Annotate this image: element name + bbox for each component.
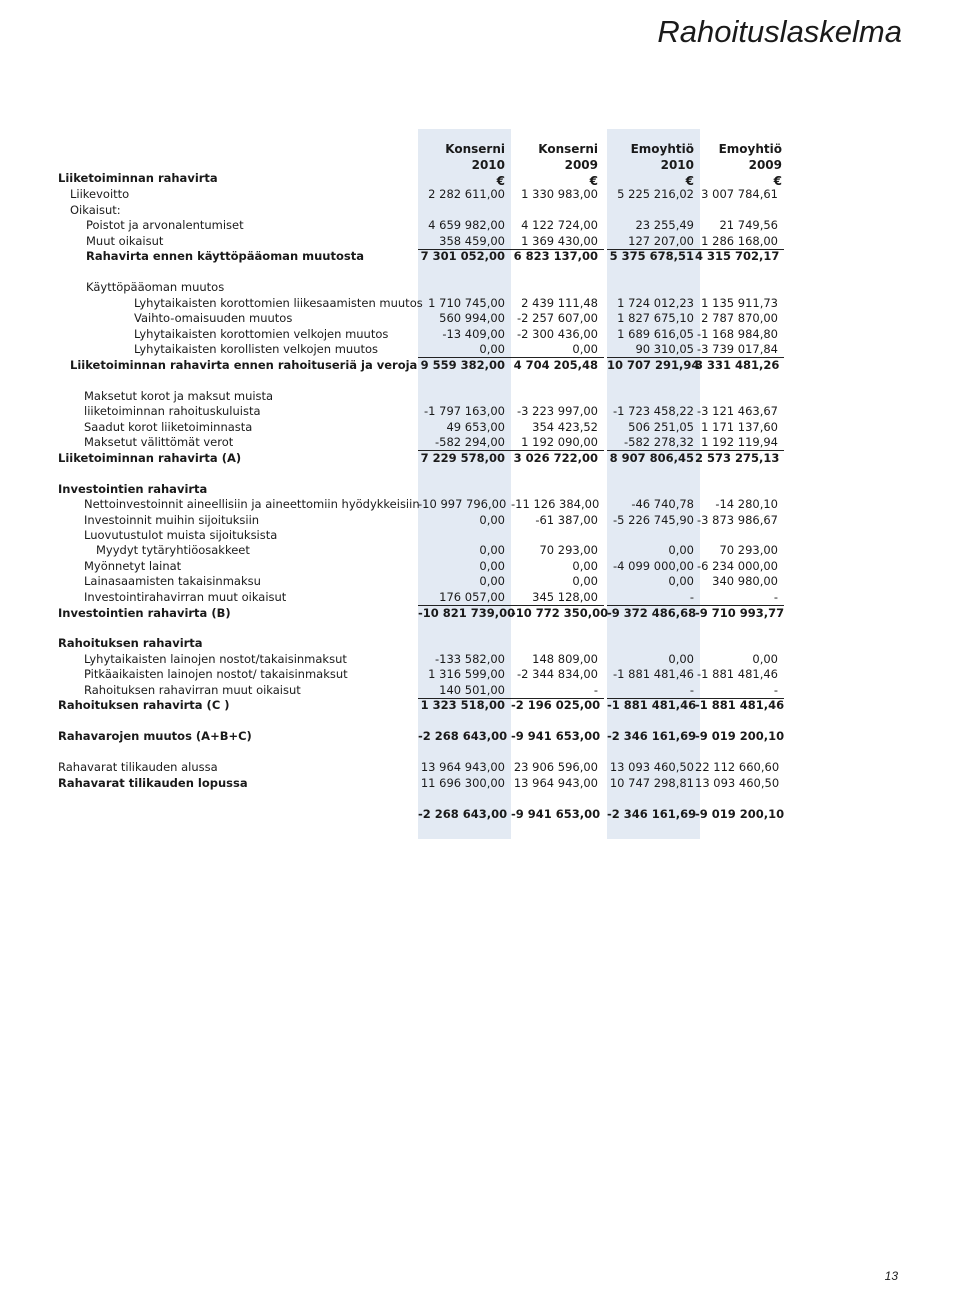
row-label: Nettoinvestoinnit aineellisiin ja aineettomiin hyödykkeisiin: [84, 497, 420, 511]
table-row: [0, 342, 960, 357]
row-label: Myönnetyt lainat: [84, 559, 182, 573]
table-row: [0, 543, 960, 558]
table-row: [0, 698, 960, 713]
row-label: Rahavarojen muutos (A+B+C): [58, 729, 252, 743]
row-label: Lainasaamisten takaisinmaksu: [84, 574, 261, 588]
table-row: [0, 745, 960, 760]
table-row: [0, 776, 960, 791]
row-value: -5 226 745,90: [613, 513, 694, 527]
row-value: 5 225 216,02: [617, 187, 694, 201]
row-value: 11 696 300,00: [420, 776, 505, 790]
table-row: [0, 590, 960, 605]
row-label: Investointien rahavirta (B): [58, 606, 231, 620]
column-year: 2009: [748, 158, 782, 172]
row-value: 560 994,00: [439, 311, 505, 325]
row-value: -11 126 384,00: [511, 497, 600, 511]
row-value: 1 710 745,00: [428, 296, 505, 310]
row-value: 358 459,00: [418, 234, 511, 250]
row-value: -: [607, 590, 700, 606]
row-value: 2 573 275,13: [695, 451, 780, 465]
row-value: -: [511, 683, 604, 699]
table-row: [0, 296, 960, 311]
column-entity: Emoyhtiö: [718, 142, 782, 156]
row-value: -9 710 993,77: [695, 606, 785, 620]
table-row: [0, 249, 960, 264]
table-row: [0, 203, 960, 218]
table-row: [0, 358, 960, 373]
row-value: -2 196 025,00: [511, 698, 601, 712]
row-value: 13 093 460,50: [609, 760, 694, 774]
table-row: [0, 311, 960, 326]
row-label: Lyhytaikaisten korollisten velkojen muutos: [134, 342, 379, 356]
row-value: -2 346 161,69: [607, 807, 697, 821]
row-value: 0,00: [572, 559, 598, 573]
table-row: [0, 559, 960, 574]
row-value: -1 168 984,80: [697, 327, 778, 341]
row-label: Rahavirta ennen käyttöpääoman muutosta: [86, 249, 364, 263]
row-value: 8 907 806,45: [609, 451, 694, 465]
row-label: Lyhytaikaisten korottomien liikesaamisten muutos: [134, 296, 423, 310]
row-value: 0,00: [479, 574, 505, 588]
row-label: Liiketoiminnan rahavirta: [58, 171, 218, 185]
row-value: -1 881 481,46: [607, 698, 697, 712]
row-value: 0,00: [668, 574, 694, 588]
row-value: 3 007 784,61: [701, 187, 778, 201]
table-row: [0, 760, 960, 775]
row-value: -3 223 997,00: [517, 404, 598, 418]
row-value: 13 964 943,00: [513, 776, 598, 790]
table-row: [0, 171, 960, 186]
page-number: 13: [884, 1269, 898, 1283]
column-currency: €: [589, 174, 598, 188]
row-value: -9 941 653,00: [511, 729, 601, 743]
row-value: 1 171 137,60: [701, 420, 778, 434]
row-value: -2 257 607,00: [517, 311, 598, 325]
row-value: 13 093 460,50: [695, 776, 780, 790]
row-value: 506 251,05: [628, 420, 694, 434]
row-label: Liiketoiminnan rahavirta ennen rahoituseriä ja veroja: [70, 358, 418, 372]
table-row: [0, 621, 960, 636]
column-entity: Konserni: [538, 142, 598, 156]
row-value: 354 423,52: [532, 420, 598, 434]
table-row: [0, 420, 960, 435]
row-value: 10 747 298,81: [609, 776, 694, 790]
row-label: Liikevoitto: [70, 187, 130, 201]
row-value: -61 387,00: [535, 513, 598, 527]
row-label: Investoinnit muihin sijoituksiin: [84, 513, 260, 527]
row-value: 1 724 012,23: [617, 296, 694, 310]
row-value: 13 964 943,00: [420, 760, 505, 774]
row-value: 1 689 616,05: [617, 327, 694, 341]
row-value: -582 294,00: [418, 435, 511, 451]
row-value: 9 559 382,00: [420, 358, 505, 372]
row-value: -582 278,32: [607, 435, 700, 451]
row-value: 49 653,00: [446, 420, 505, 434]
table-row: [0, 482, 960, 497]
row-label: Oikaisut:: [70, 203, 121, 217]
table-row: [0, 729, 960, 744]
table-row: [0, 574, 960, 589]
row-value: 21 749,56: [719, 218, 778, 232]
row-value: -6 234 000,00: [697, 559, 778, 573]
row-value: -1 881 481,46: [613, 667, 694, 681]
column-year: 2010: [660, 158, 694, 172]
row-value: -9 019 200,10: [695, 807, 785, 821]
column-currency: €: [685, 174, 694, 188]
table-row: [0, 714, 960, 729]
row-value: 1 369 430,00: [511, 234, 604, 250]
row-value: -2 346 161,69: [607, 729, 697, 743]
row-value: 0,00: [479, 513, 505, 527]
table-row: [0, 667, 960, 682]
row-value: -1 881 481,46: [695, 698, 785, 712]
table-row: [0, 435, 960, 450]
row-value: 3 026 722,00: [513, 451, 598, 465]
row-value: -133 582,00: [435, 652, 505, 666]
row-value: 1 192 090,00: [511, 435, 604, 451]
table-row: [0, 404, 960, 419]
row-value: 4 704 205,48: [513, 358, 598, 372]
row-value: -2 300 436,00: [517, 327, 598, 341]
row-value: -46 740,78: [631, 497, 694, 511]
row-label: Rahoituksen rahavirta: [58, 636, 203, 650]
row-value: -4 099 000,00: [613, 559, 694, 573]
row-value: -: [695, 683, 784, 699]
table-row: [0, 265, 960, 280]
row-label: liiketoiminnan rahoituskuluista: [84, 404, 261, 418]
row-value: -14 280,10: [715, 497, 778, 511]
row-label: Investointien rahavirta: [58, 482, 208, 496]
row-value: 70 293,00: [539, 543, 598, 557]
table-row: [0, 513, 960, 528]
row-label: Rahoituksen rahavirran muut oikaisut: [84, 683, 301, 697]
row-value: 0,00: [418, 342, 511, 358]
row-value: 4 315 702,17: [695, 249, 780, 263]
row-value: -10 772 350,00: [511, 606, 609, 620]
row-value: -9 941 653,00: [511, 807, 601, 821]
row-value: 5 375 678,51: [609, 249, 694, 263]
row-value: 1 135 911,73: [701, 296, 778, 310]
table-row: [0, 466, 960, 481]
row-value: 70 293,00: [719, 543, 778, 557]
row-value: 140 501,00: [418, 683, 511, 699]
row-value: 1 316 599,00: [428, 667, 505, 681]
row-value: 23 255,49: [635, 218, 694, 232]
table-row: [0, 652, 960, 667]
table-row: [0, 606, 960, 621]
row-value: 1 330 983,00: [521, 187, 598, 201]
row-value: -9 372 486,68: [607, 606, 697, 620]
row-value: 3 331 481,26: [695, 358, 780, 372]
table-row: [0, 280, 960, 295]
column-year: 2010: [471, 158, 505, 172]
row-label: Investointirahavirran muut oikaisut: [84, 590, 287, 604]
row-value: -13 409,00: [442, 327, 505, 341]
table-row: [0, 389, 960, 404]
row-value: 148 809,00: [532, 652, 598, 666]
row-value: 1 827 675,10: [617, 311, 694, 325]
row-value: 0,00: [479, 559, 505, 573]
column-entity: Konserni: [445, 142, 505, 156]
row-value: 7 229 578,00: [420, 451, 505, 465]
row-value: -10 821 739,00: [418, 606, 516, 620]
row-label: Rahavarat tilikauden alussa: [58, 760, 218, 774]
row-label: Rahavarat tilikauden lopussa: [58, 776, 248, 790]
row-value: -3 873 986,67: [697, 513, 778, 527]
row-value: 0,00: [572, 574, 598, 588]
row-value: 0,00: [752, 652, 778, 666]
table-row: [0, 791, 960, 806]
row-value: -: [695, 590, 784, 606]
row-label: Maksetut välittömät verot: [84, 435, 234, 449]
table-row: [0, 218, 960, 233]
column-currency: €: [773, 174, 782, 188]
row-value: 23 906 596,00: [513, 760, 598, 774]
row-label: Saadut korot liiketoiminnasta: [84, 420, 253, 434]
row-label: Liiketoiminnan rahavirta (A): [58, 451, 242, 465]
row-value: 2 282 611,00: [428, 187, 505, 201]
row-label: Lyhytaikaisten lainojen nostot/takaisinmaksut: [84, 652, 347, 666]
row-value: 22 112 660,60: [695, 760, 780, 774]
row-value: -1 797 163,00: [424, 404, 505, 418]
row-value: -2 344 834,00: [517, 667, 598, 681]
row-label: Lyhytaikaisten korottomien velkojen muutos: [134, 327, 389, 341]
table-row: [0, 451, 960, 466]
row-label: Muut oikaisut: [86, 234, 164, 248]
row-label: Poistot ja arvonalentumiset: [86, 218, 244, 232]
table-row: [0, 528, 960, 543]
row-value: 0,00: [668, 543, 694, 557]
row-value: 345 128,00: [511, 590, 604, 606]
table-row: [0, 234, 960, 249]
row-value: 1 286 168,00: [695, 234, 784, 250]
table-row: [0, 807, 960, 822]
row-value: 127 207,00: [607, 234, 700, 250]
row-value: 0,00: [479, 543, 505, 557]
row-value: 1 323 518,00: [420, 698, 505, 712]
row-label: Rahoituksen rahavirta (C ): [58, 698, 230, 712]
row-value: 1 192 119,94: [695, 435, 784, 451]
table-row: [0, 636, 960, 651]
row-label: Vaihto-omaisuuden muutos: [134, 311, 293, 325]
row-value: -3 121 463,67: [697, 404, 778, 418]
row-value: -: [607, 683, 700, 699]
table-row: [0, 497, 960, 512]
row-value: -2 268 643,00: [418, 729, 508, 743]
row-label: Luovutustulot muista sijoituksista: [84, 528, 278, 542]
table-row: [0, 373, 960, 388]
row-value: -9 019 200,10: [695, 729, 785, 743]
row-value: 7 301 052,00: [420, 249, 505, 263]
column-currency: €: [496, 174, 505, 188]
row-value: -3 739 017,84: [695, 342, 784, 358]
row-value: 4 122 724,00: [521, 218, 598, 232]
row-value: -1 881 481,46: [697, 667, 778, 681]
row-value: 0,00: [511, 342, 604, 358]
row-label: Maksetut korot ja maksut muista: [84, 389, 274, 403]
row-value: 0,00: [668, 652, 694, 666]
row-value: -2 268 643,00: [418, 807, 508, 821]
table-row: [0, 327, 960, 342]
row-value: 176 057,00: [418, 590, 511, 606]
row-value: 6 823 137,00: [513, 249, 598, 263]
table-row: [0, 683, 960, 698]
row-value: -10 997 796,00: [418, 497, 507, 511]
row-label: Pitkäaikaisten lainojen nostot/ takaisinmaksut: [84, 667, 348, 681]
row-value: 340 980,00: [712, 574, 778, 588]
row-value: 90 310,05: [607, 342, 700, 358]
row-value: 2 439 111,48: [521, 296, 598, 310]
row-value: -1 723 458,22: [613, 404, 694, 418]
page-title: Rahoituslaskelma: [657, 14, 902, 49]
row-label: Käyttöpääoman muutos: [86, 280, 225, 294]
row-value: 2 787 870,00: [701, 311, 778, 325]
row-value: 10 707 291,94: [607, 358, 700, 372]
column-entity: Emoyhtiö: [630, 142, 694, 156]
row-label: Myydyt tytäryhtiöosakkeet: [96, 543, 250, 557]
column-year: 2009: [564, 158, 598, 172]
table-row: [0, 187, 960, 202]
row-value: 4 659 982,00: [428, 218, 505, 232]
